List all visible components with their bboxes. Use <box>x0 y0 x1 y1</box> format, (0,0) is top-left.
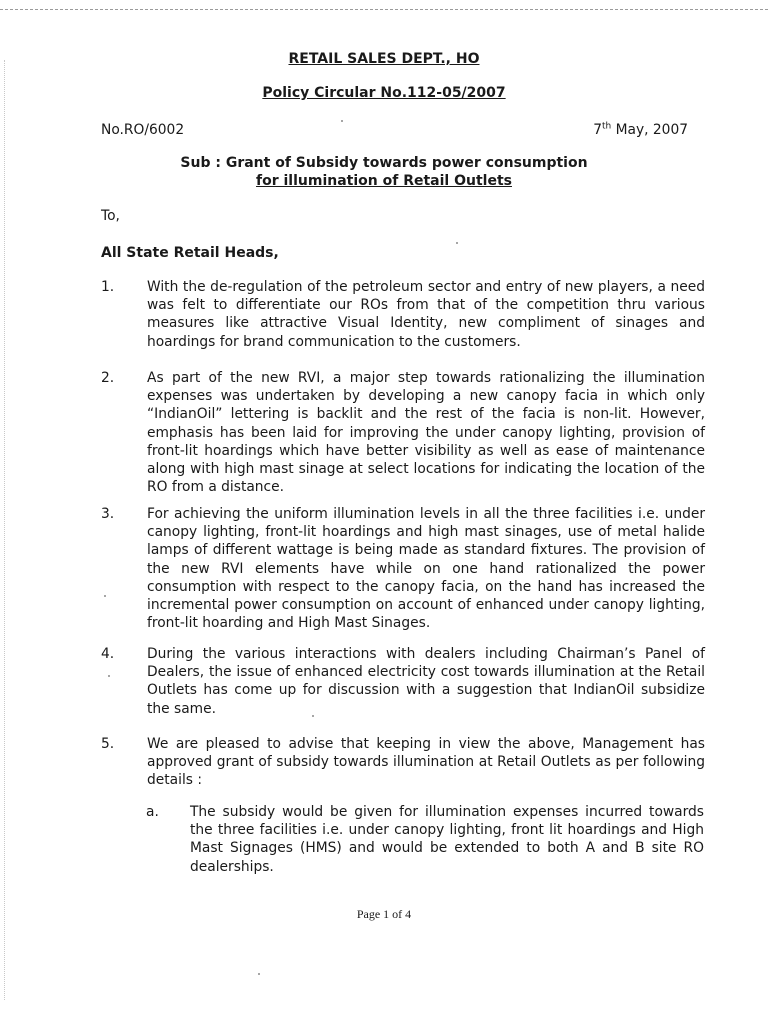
scan-speck <box>456 242 458 244</box>
subject-line <box>0 154 768 190</box>
page-number: Page 1 of 4 <box>356 907 412 921</box>
paragraph-number: 4. <box>101 646 115 662</box>
scan-speck <box>108 675 110 677</box>
paragraph-text: With the de-regulation of the petroleum sector and entry of new players, a need was felt to differentiate our ROs from that of the competition thru various measures like attractive Visual Identity, new compliment of sinages and hoardings for brand communication to the customers. <box>147 279 705 350</box>
department-heading: RETAIL SALES DEPT., HO <box>288 51 480 67</box>
paragraph-number: 2. <box>101 370 115 386</box>
circular-date <box>593 121 688 139</box>
salutation-to: To, <box>101 208 120 224</box>
date-day: 7 <box>593 122 602 138</box>
paragraph-text: As part of the new RVI, a major step towards rationalizing the illumination expenses was undertaken by developing a new canopy facia in which only “IndianOil” lettering is backlit and the rest of the facia is non-lit. However, emphasis has been laid for improving the under canopy lighting, provision of front-lit hoardings which have better visibility as well as ease of maintenance along with high mast sinage at select locations for indicating the location of the RO from a distance. <box>147 370 705 496</box>
addressee: All State Retail Heads, <box>101 245 279 261</box>
scan-speck <box>258 973 260 975</box>
subject-line-1: Sub : Grant of Subsidy towards power consumption <box>180 155 588 171</box>
date-suffix: th <box>601 121 612 132</box>
paragraph-text: For achieving the uniform illumination levels in all the three facilities i.e. under canopy lighting, front-lit hoardings and high mast sinages, use of metal halide lamps of different wattage is being made as standard fixtures. The provision of the new RVI elements have while on one hand rationalized the power consumption with respect to the canopy facia, on the hand has increased the incremental power consumption on account of enhanced under canopy lighting, front-lit hoarding and High Mast Sinages. <box>147 506 705 632</box>
reference-number: No.RO/6002 <box>101 122 185 138</box>
scan-speck <box>341 120 343 122</box>
paragraph-number: 5. <box>101 736 115 752</box>
scan-speck <box>104 595 106 597</box>
sub-item-letter: a. <box>146 804 159 820</box>
paragraph-number: 3. <box>101 506 115 522</box>
circular-heading: Policy Circular No.112-05/2007 <box>262 85 506 101</box>
paragraph-text: We are pleased to advise that keeping in view the above, Management has approved grant of subsidy towards illumination at Retail Outlets as per following details : <box>147 736 705 789</box>
subject-line-2: for illumination of Retail Outlets <box>256 173 512 190</box>
scan-speck <box>312 715 314 717</box>
paragraph-text: During the various interactions with dealers including Chairman’s Panel of Dealers, the issue of enhanced electricity cost towards illumination at the Retail Outlets has come up for discussion with a suggestion that IndianOil subsidize the same. <box>147 646 705 717</box>
date-month-year: May, 2007 <box>611 122 688 138</box>
paragraph-number: 1. <box>101 279 115 295</box>
sub-item-text: The subsidy would be given for illumination expenses incurred towards the three facilities i.e. under canopy lighting, front lit hoardings and High Mast Signages (HMS) and would be extended to both A and B site RO dealerships. <box>190 804 704 875</box>
